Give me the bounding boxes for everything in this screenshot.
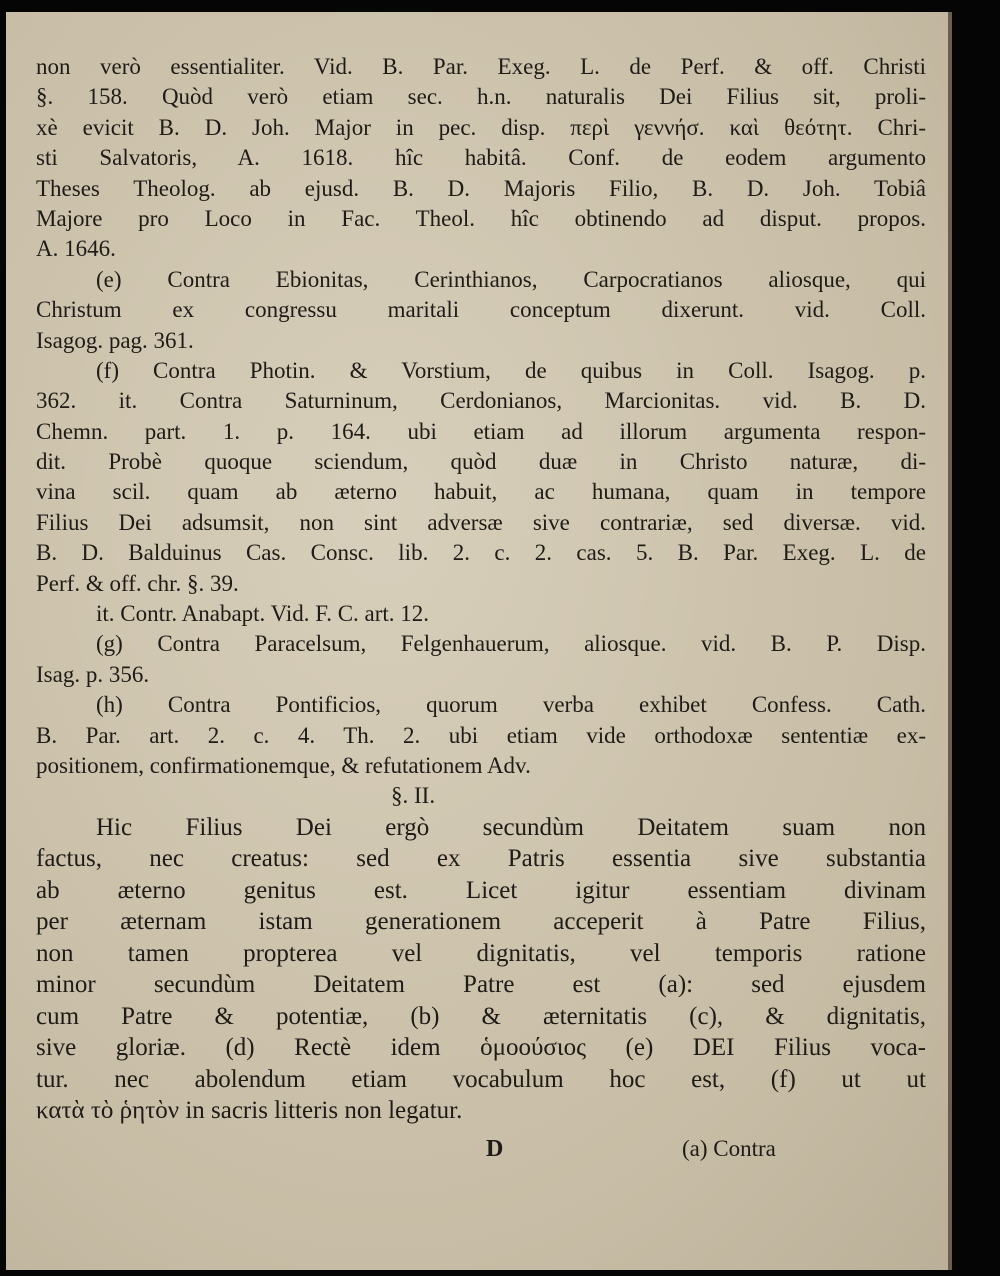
paragraph-line: per æternam istam generationem acceperit à Patre Filius,	[36, 908, 926, 936]
footnote-line: Chemn. part. 1. p. 164. ubi etiam ad illorum argumenta respon-	[36, 418, 926, 444]
main-paragraph	[36, 812, 926, 1127]
footnote-line: it. Contr. Anabapt. Vid. F. C. art. 12.	[96, 601, 430, 627]
footnote-line: xè evicit B. D. Joh. Major in pec. disp. περὶ γεννήσ. καὶ θεότητ. Chri-	[36, 114, 926, 140]
footnote-line: non verò essentialiter. Vid. B. Par. Exeg. L. de Perf. & off. Christi	[36, 54, 926, 79]
paragraph-line: sive gloriæ. (d) Rectè idem ὁμοούσιος (e) DEI Filius voca-	[36, 1034, 926, 1062]
footnote-line: Isag. p. 356.	[36, 661, 150, 687]
paragraph-line: minor secundùm Deitatem Patre est (a): sed ejusdem	[36, 971, 926, 999]
footnote-g: (g) Contra Paracelsum, Felgenhauerum, aliosque. vid. B. P. Disp.	[96, 631, 926, 657]
footnote-f: (f) Contra Photin. & Vorstium, de quibus in Coll. Isagog. p.	[96, 357, 926, 383]
footnote-line: Christum ex congressu maritali conceptum dixerunt. vid. Coll.	[36, 297, 926, 323]
footnote-line: sti Salvatoris, A. 1618. hîc habitâ. Conf. de eodem argumento	[36, 145, 926, 171]
footnote-line: B. Par. art. 2. c. 4. Th. 2. ubi etiam vide orthodoxæ sententiæ ex-	[36, 722, 926, 748]
footnote-line: dit. Probè quoque sciendum, quòd duæ in Christo naturæ, di-	[36, 449, 926, 475]
paragraph-line: non tamen propterea vel dignitatis, vel temporis ratione	[36, 939, 926, 967]
footnote-line: A. 1646.	[36, 236, 116, 262]
footnote-line: positionem, confirmationemque, & refutationem Adv.	[36, 752, 531, 778]
page-body	[36, 52, 926, 1127]
footnote-line: Isagog. pag. 361.	[36, 327, 194, 353]
footnote-h: (h) Contra Pontificios, quorum verba exhibet Confess. Cath.	[96, 692, 926, 718]
paragraph-line: ab æterno genitus est. Licet igitur essentiam divinam	[36, 876, 926, 904]
footnote-line: Perf. & off. chr. §. 39.	[36, 570, 239, 596]
paragraph-line: tur. nec abolendum etiam vocabulum hoc est, (f) ut ut	[36, 1065, 926, 1093]
book-page	[6, 12, 948, 1270]
footnote-e: (e) Contra Ebionitas, Cerinthianos, Carpocratianos aliosque, qui	[96, 266, 926, 292]
footnote-line: Filius Dei adsumsit, non sint adversæ sive contrariæ, sed diversæ. vid.	[36, 509, 926, 535]
signature-mark: D	[486, 1136, 504, 1162]
paragraph-line: Hic Filius Dei ergò secundùm Deitatem suam non	[96, 813, 926, 841]
section-heading: §. II.	[391, 783, 436, 809]
paragraph-line: cum Patre & potentiæ, (b) & æternitatis (c), & dignitatis,	[36, 1002, 926, 1030]
paragraph-line: factus, nec creatus: sed ex Patris essentia sive substantia	[36, 845, 926, 873]
footnote-line: Majore pro Loco in Fac. Theol. hîc obtinendo ad disput. propos.	[36, 205, 926, 231]
paragraph-line: κατὰ τὸ ῥητὸν in sacris litteris non legatur.	[36, 1097, 463, 1125]
footnote-line: vina scil. quam ab æterno habuit, ac humana, quam in tempore	[36, 479, 926, 505]
footnote-line: Theses Theolog. ab ejusd. B. D. Majoris Filio, B. D. Joh. Tobiâ	[36, 175, 926, 201]
catchword: (a) Contra	[682, 1136, 776, 1161]
footnote-line: 362. it. Contra Saturninum, Cerdonianos, Marcionitas. vid. B. D.	[36, 388, 926, 414]
footnotes	[36, 52, 926, 781]
page-edge	[948, 12, 952, 1270]
footnote-line: B. D. Balduinus Cas. Consc. lib. 2. c. 2. cas. 5. B. Par. Exeg. L. de	[36, 540, 926, 566]
footnote-line: §. 158. Quòd verò etiam sec. h.n. naturalis Dei Filius sit, proli-	[36, 84, 926, 110]
